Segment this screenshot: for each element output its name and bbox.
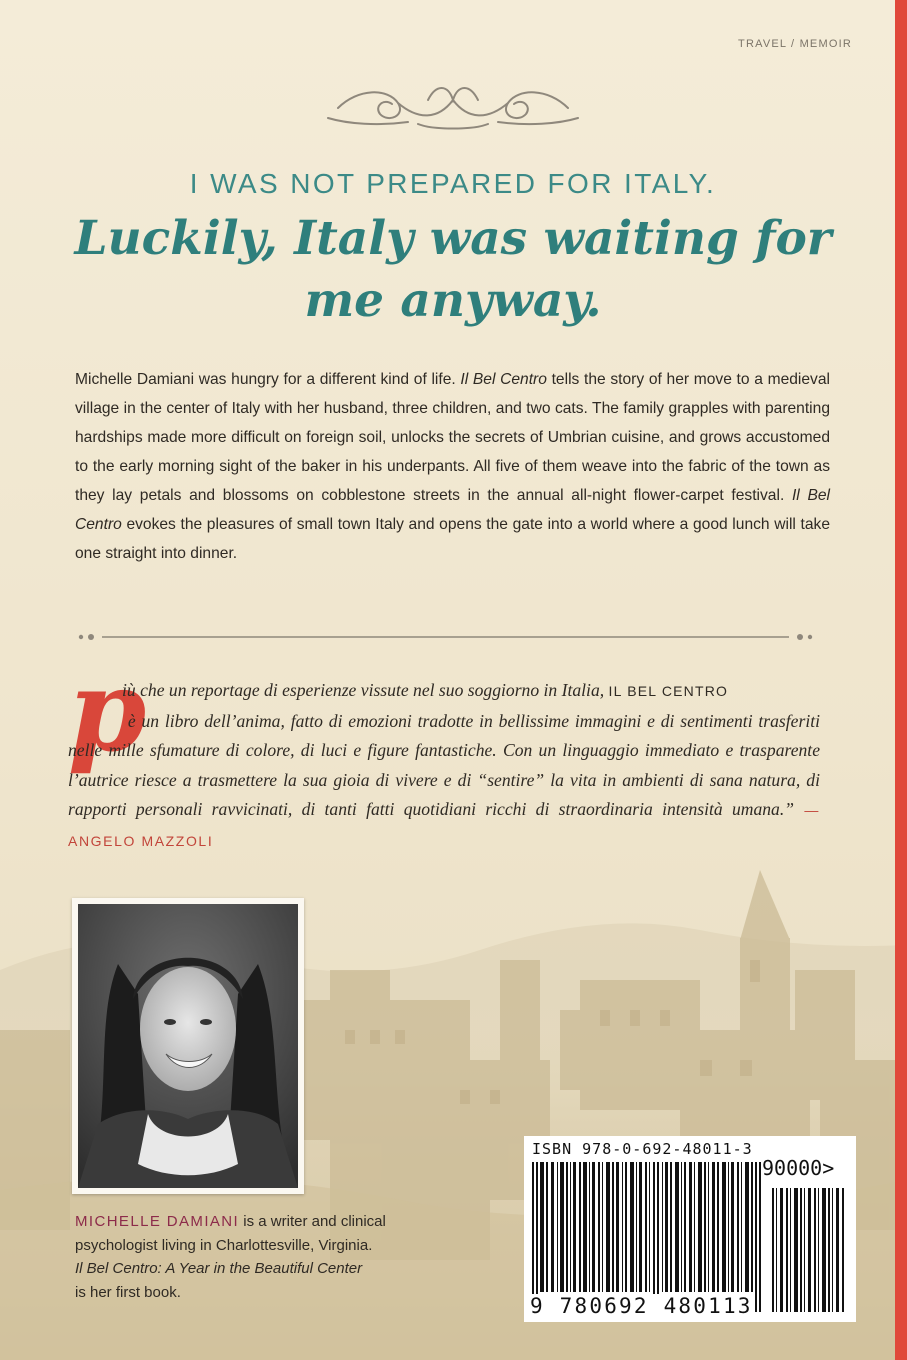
headline: I WAS NOT PREPARED FOR ITALY. [189,168,717,199]
author-photo [78,904,298,1188]
bio-text-1: is a writer and clinical psychologist living in Charlottesville, Virginia. [75,1213,386,1254]
blurb-book-title: Il Bel Centro [460,371,547,388]
bio-book-title: Il Bel Centro: A Year in the Beautiful Center [75,1260,363,1277]
genre-label: TRAVEL / MEMOIR [738,38,852,50]
quote-attribution: — ANGELO MAZZOLI [68,802,821,849]
blurb-book-title: Il Bel Centro [75,487,830,533]
barcode-bars [532,1162,852,1314]
tagline: Luckily, Italy was waiting for me anyway. [74,211,832,328]
section-divider [78,630,813,644]
price-code: 90000> [762,1156,835,1180]
quote-book-title: IL BEL CENTRO [608,683,729,699]
isbn-number: ISBN 978-0-692-48011-3 [532,1140,753,1158]
quote-part-1: iù che un reportage di esperienze vissute nel suo soggiorno in Italia, [122,680,609,700]
blurb-text-1: Michelle Damiani was hungry for a different kind of life. [75,371,461,388]
blurb-text-3: evokes the pleasures of small town Italy and opens the gate into a world where a good lunch will take one straight into dinner. [75,516,830,562]
quote-part-2: è un libro dell’anima, fatto di emozioni tradotte in bellissime immagini e di sentimenti trasferiti nelle mille sfumature di colore, di luci e figure fantastiche. Con un linguaggio immediato e trasparente l’autrice riesce a trasmettere la sua gioia di vivere e di “sentire” la vita in ambienti di sana natura, di rapporti personali ravvicinati, di tanti fatti quotidiani ricchi di straordinaria intensità umana.” [68,710,820,819]
flourish-ornament-icon [318,78,588,136]
blurb-text-2: tells the story of her move to a medieval village in the center of Italy with her husband, three children, and two cats. The family grapples with parenting hardships made more difficult on foreign soil, unlocks the secrets of Umbrian cuisine, and grows accustomed to the early morning sight of the baker in his underpants. All five of them weave into the fabric of the town as they lay petals and blossoms on cobblestone streets in the annual all-night flower-carpet festival. [75,371,830,504]
spine-red-edge [895,0,907,1360]
author-photo-frame [72,898,304,1194]
author-name: MICHELLE DAMIANI [75,1213,240,1230]
quote-text [68,676,820,856]
drop-cap: p [68,646,147,777]
author-bio [75,1210,435,1304]
bio-text-2: is her first book. [75,1283,181,1301]
barcode-digits: 9 780692 480113 [530,1294,753,1318]
book-blurb [75,365,830,568]
isbn-barcode [524,1136,856,1322]
